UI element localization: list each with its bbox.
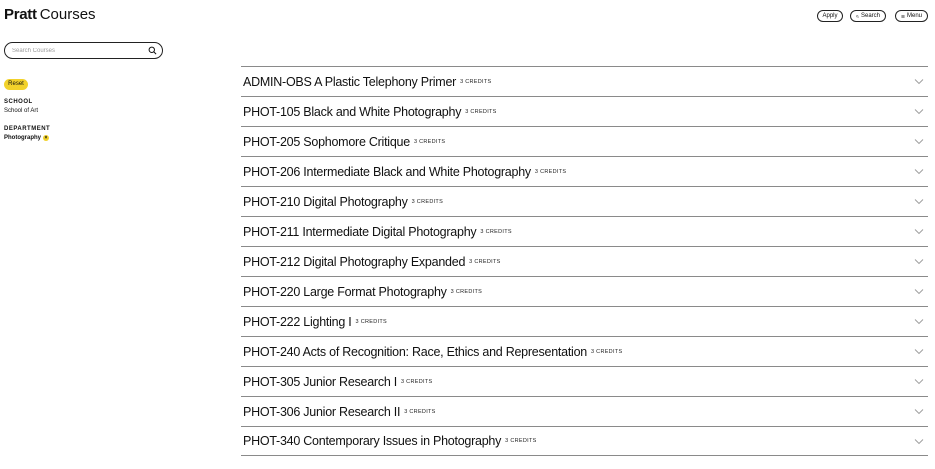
department-filter-value[interactable] xyxy=(4,134,49,142)
school-filter-value[interactable]: School of Art xyxy=(4,108,39,114)
course-title: PHOT-220 Large Format Photography xyxy=(243,284,447,299)
course-title: ADMIN-OBS A Plastic Telephony Primer xyxy=(243,74,457,89)
course-row[interactable] xyxy=(241,216,928,246)
course-row[interactable] xyxy=(241,336,928,366)
menu-button[interactable] xyxy=(895,10,928,22)
course-credits: 3 CREDITS xyxy=(404,408,436,415)
chevron-down-icon[interactable] xyxy=(914,378,924,385)
course-search-input[interactable] xyxy=(12,45,147,56)
course-title: PHOT-105 Black and White Photography xyxy=(243,104,462,119)
apply-label: Apply xyxy=(822,13,838,19)
course-row[interactable] xyxy=(241,426,928,456)
site-logo[interactable] xyxy=(4,6,96,24)
course-credits: 3 CREDITS xyxy=(450,288,483,295)
course-row[interactable] xyxy=(241,246,928,276)
course-list xyxy=(241,66,928,456)
hamburger-icon xyxy=(901,13,905,20)
chevron-down-icon[interactable] xyxy=(914,318,924,325)
course-row[interactable] xyxy=(241,126,928,156)
course-row[interactable] xyxy=(241,66,928,96)
chevron-down-icon[interactable] xyxy=(914,438,924,445)
course-credits: 3 CREDITS xyxy=(590,348,623,355)
apply-button[interactable] xyxy=(817,10,843,22)
chevron-down-icon[interactable] xyxy=(914,168,924,175)
course-credits: 3 CREDITS xyxy=(413,138,446,145)
course-row[interactable] xyxy=(241,306,928,336)
clear-filter-icon[interactable]: × xyxy=(44,135,48,141)
chevron-down-icon[interactable] xyxy=(914,228,924,235)
course-title: PHOT-305 Junior Research I xyxy=(243,374,397,389)
course-credits: 3 CREDITS xyxy=(465,108,497,115)
menu-label: Menu xyxy=(906,13,922,19)
department-filter-title: DEPARTMENT xyxy=(4,126,51,132)
chevron-down-icon[interactable] xyxy=(914,108,924,115)
course-search-box xyxy=(4,42,163,59)
course-title: PHOT-240 Acts of Recognition: Race, Ethics and Representation xyxy=(243,344,587,359)
search-icon xyxy=(856,13,859,20)
course-row[interactable] xyxy=(241,276,928,306)
course-credits: 3 CREDITS xyxy=(355,318,387,325)
brand-section: Courses xyxy=(39,6,96,23)
course-title: PHOT-206 Intermediate Black and White Photography xyxy=(243,164,531,179)
course-row[interactable] xyxy=(241,396,928,426)
chevron-down-icon[interactable] xyxy=(914,408,924,415)
school-filter-title: SCHOOL xyxy=(4,99,33,105)
chevron-down-icon[interactable] xyxy=(914,258,924,265)
brand-name: Pratt xyxy=(4,6,37,23)
course-credits: 3 CREDITS xyxy=(469,258,501,265)
chevron-down-icon[interactable] xyxy=(914,348,924,355)
chevron-down-icon[interactable] xyxy=(914,78,924,85)
course-row[interactable] xyxy=(241,186,928,216)
course-credits: 3 CREDITS xyxy=(480,228,512,235)
course-credits: 3 CREDITS xyxy=(534,168,567,175)
course-title: PHOT-211 Intermediate Digital Photography xyxy=(243,224,477,239)
search-icon[interactable] xyxy=(148,46,157,55)
course-row[interactable] xyxy=(241,96,928,126)
course-credits: 3 CREDITS xyxy=(505,438,537,444)
chevron-down-icon[interactable] xyxy=(914,138,924,145)
course-title: PHOT-222 Lighting I xyxy=(243,314,352,329)
chevron-down-icon[interactable] xyxy=(914,198,924,205)
course-title: PHOT-340 Contemporary Issues in Photography xyxy=(243,434,502,448)
course-title: PHOT-205 Sophomore Critique xyxy=(243,134,410,149)
course-credits: 3 CREDITS xyxy=(460,78,492,85)
course-row[interactable] xyxy=(241,156,928,186)
chevron-down-icon[interactable] xyxy=(914,288,924,295)
course-title: PHOT-212 Digital Photography Expanded xyxy=(243,254,466,269)
course-title: PHOT-210 Digital Photography xyxy=(243,194,408,209)
course-credits: 3 CREDITS xyxy=(401,378,433,385)
search-label: Search xyxy=(860,13,880,19)
reset-filters-button[interactable]: Reset xyxy=(4,79,28,90)
course-title: PHOT-306 Junior Research II xyxy=(243,404,401,419)
department-filter-label: Photography xyxy=(4,135,41,141)
course-row[interactable] xyxy=(241,366,928,396)
course-credits: 3 CREDITS xyxy=(411,198,444,205)
header-search-button[interactable] xyxy=(850,10,886,22)
